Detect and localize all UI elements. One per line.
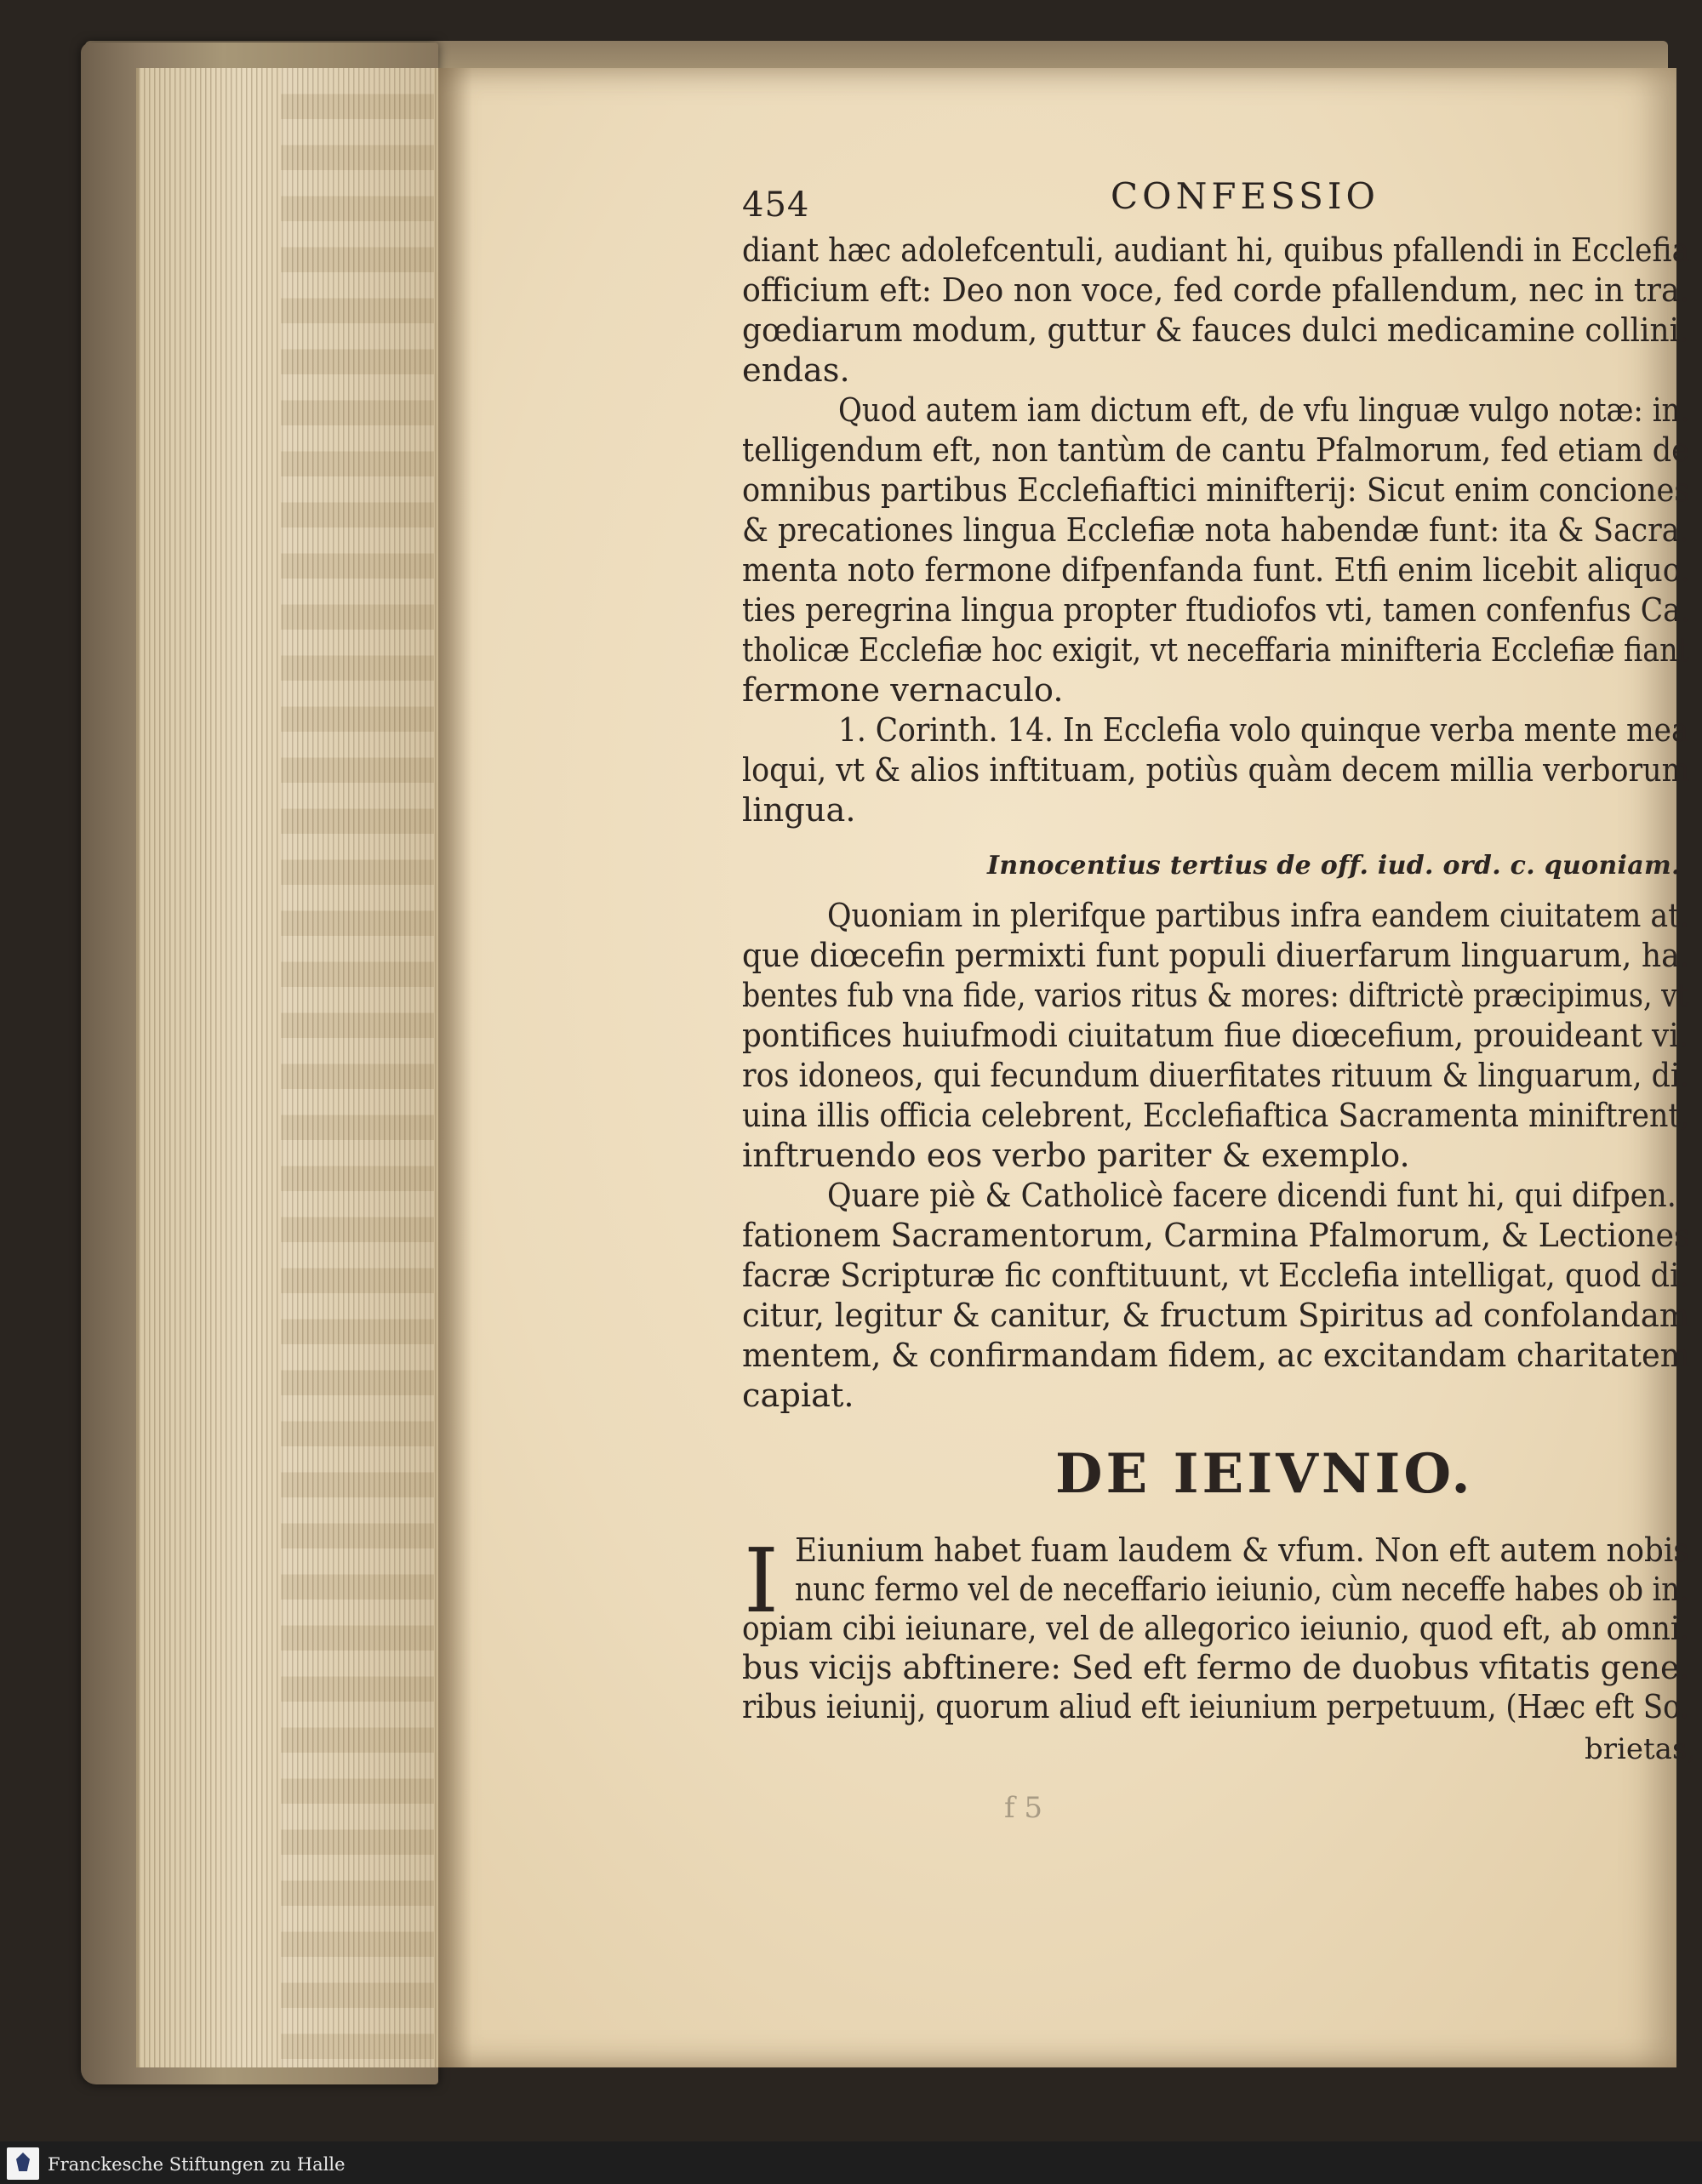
text-line: tholicæ Ecclefiæ hoc exigit, vt neceffaria minifteria Ecclefiæ fiant: [742, 631, 1690, 670]
text-line: fationem Sacramentorum, Carmina Pfalmorum, & Lectiones: [742, 1217, 1690, 1255]
running-title: CONFESSIO: [1111, 175, 1379, 217]
text-line: endas.: [742, 351, 850, 390]
text-line: ros idoneos, qui fecundum diuerfitates rituum & linguarum, di.: [742, 1057, 1690, 1095]
text-line: nunc fermo vel de neceffario ieiunio, cùm neceffe habes ob in.: [795, 1571, 1689, 1609]
text-line: bus vicijs abftinere: Sed eft fermo de duobus vfitatis gene.: [742, 1649, 1690, 1687]
text-line: Quod autem iam dictum eft, de vfu linguæ vulgo notæ: in.: [838, 391, 1690, 430]
section-heading: DE IEIVNIO.: [1055, 1442, 1474, 1506]
text-line: lingua.: [742, 791, 856, 830]
page-gutter-shadow: [438, 68, 472, 2067]
text-line: fermone vernaculo.: [742, 671, 1064, 710]
text-line: & precationes lingua Ecclefiæ nota habendæ funt: ita & Sacra.: [742, 511, 1689, 550]
text-line: Quoniam in plerifque partibus infra eandem ciuitatem at.: [827, 897, 1690, 935]
text-line: loqui, vt & alios inftituam, potiùs quàm decem millia verborum: [742, 751, 1690, 790]
footer-institution-label: Franckesche Stiftungen zu Halle: [48, 2154, 346, 2175]
page-number: 454: [742, 185, 810, 225]
text-line: omnibus partibus Ecclefiaftici minifterij: Sicut enim conciones: [742, 471, 1690, 510]
text-line: ties peregrina lingua propter ftudiofos vti, tamen confenfus Ca.: [742, 591, 1690, 630]
text-line: menta noto fermone difpenfanda funt. Etfi enim licebit aliquo.: [742, 551, 1690, 590]
text-line: uina illis officia celebrent, Ecclefiaftica Sacramenta miniftrent,: [742, 1097, 1690, 1135]
drop-cap: I: [744, 1529, 780, 1633]
signature-mark: f 5: [1004, 1791, 1043, 1825]
text-line: bentes fub vna fide, varios ritus & mores: diftrictè præcipimus, vt: [742, 977, 1689, 1015]
text-line: facræ Scripturæ fic conftituunt, vt Ecclefia intelligat, quod di.: [742, 1257, 1689, 1295]
text-line: citur, legitur & canitur, & fructum Spiritus ad confolandam: [742, 1297, 1690, 1335]
text-line: gœdiarum modum, guttur & fauces dulci medicamine collini.: [742, 311, 1689, 350]
text-line: Eiunium habet fuam laudem & vfum. Non eft autem nobis: [795, 1531, 1689, 1570]
text-line: capiat.: [742, 1377, 854, 1415]
citation-line: Innocentius tertius de off. iud. ord. c. quoniam.: [987, 851, 1681, 881]
text-line: mentem, & confirmandam fidem, ac excitandam charitatem: [742, 1337, 1690, 1375]
text-line: que diœcefin permixti funt populi diuerfarum linguarum, ha.: [742, 937, 1690, 975]
text-line: pontifices huiufmodi ciuitatum fiue diœcefium, prouideant vi.: [742, 1017, 1688, 1055]
text-line: officium eft: Deo non voce, fed corde pfallendum, nec in tra.: [742, 271, 1690, 310]
text-line: ribus ieiunij, quorum aliud eft ieiunium perpetuum, (Hæc eft So.: [742, 1688, 1689, 1726]
text-line: 1. Corinth. 14. In Ecclefia volo quinque verba mente mea: [838, 711, 1689, 750]
page-edges-texture: [281, 68, 434, 2067]
text-line: Quare piè & Catholicè facere dicendi funt hi, qui difpen.: [827, 1177, 1676, 1215]
text-line: diant hæc adolefcentuli, audiant hi, quibus pfallendi in Ecclefia: [742, 231, 1690, 270]
text-line: telligendum eft, non tantùm de cantu Pfalmorum, fed etiam de: [742, 431, 1689, 470]
catchword: brietas,: [1585, 1732, 1697, 1766]
text-line: opiam cibi ieiunare, vel de allegorico ieiunio, quod eft, ab omni.: [742, 1610, 1689, 1648]
text-line: inftruendo eos verbo pariter & exemplo.: [742, 1137, 1410, 1175]
